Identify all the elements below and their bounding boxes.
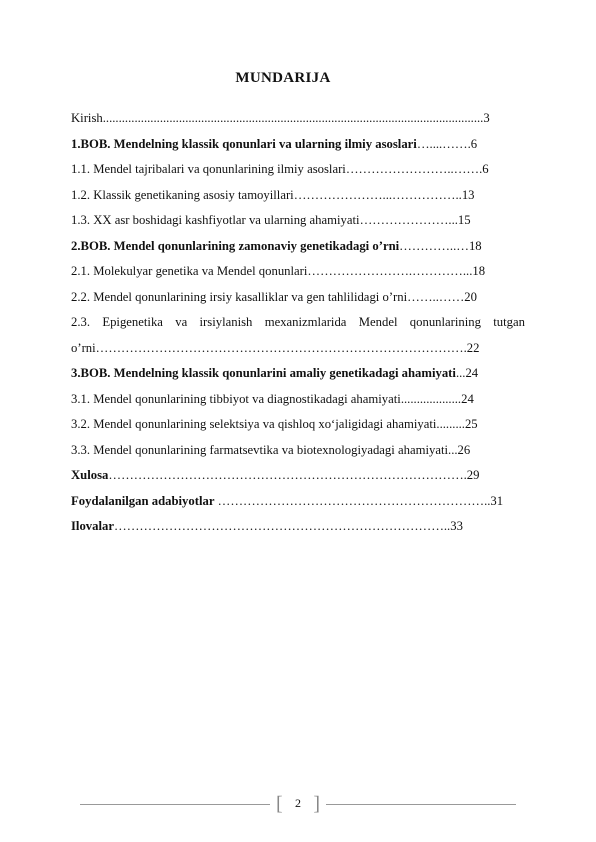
toc-entry-text: Xulosa <box>71 468 109 482</box>
toc-entry-page: 6 <box>470 136 478 151</box>
toc-entry-text: Foydalanilgan adabiyotlar <box>71 493 215 508</box>
toc-entry-text: 3.3. Mendel qonunlarining farmatsevtika va biotexnologiyadagi ahamiyati <box>71 442 449 457</box>
toc-entry-page: 6 <box>482 162 489 176</box>
toc-entry-text: 1.1. Mendel tajribalari va qonunlarining ilmiy asoslari <box>71 162 346 176</box>
toc-entry-leader: …………………….…………... <box>307 264 473 278</box>
toc-entry-3-1[interactable] <box>71 387 525 413</box>
toc-entry-page: 33 <box>450 519 463 533</box>
toc-entry-page: 18 <box>472 264 486 278</box>
toc-entry-page: 25 <box>464 417 478 431</box>
toc-entry-leader: ... <box>448 442 458 457</box>
toc-entry-page: 20 <box>464 289 477 304</box>
toc-entry-leader: …………………………………………………………………….. <box>114 519 451 533</box>
toc-entry-leader: ……..…… <box>407 289 465 304</box>
toc-entry-leader: …....……. <box>416 136 471 151</box>
toc-entry-leader: ................... <box>400 391 462 406</box>
toc-entry-leader: ........................................................................................................................ <box>102 111 484 125</box>
page-footer <box>80 793 516 817</box>
toc-entry-page: 31 <box>490 493 504 508</box>
toc-entry-page: 29 <box>466 468 480 482</box>
toc-entry-page: 24 <box>461 391 474 406</box>
toc-entry-leader: …………..… <box>399 238 469 253</box>
toc-title: MUNDARIJA <box>235 70 331 86</box>
toc-entry-text: Kirish <box>71 111 103 125</box>
toc-entry-chapter-2[interactable] <box>71 234 525 260</box>
toc-entry-xulosa[interactable] <box>71 463 525 489</box>
toc-entry-adabiyotlar[interactable] <box>71 489 525 515</box>
toc-entry-text: Ilovalar <box>71 519 114 533</box>
toc-entry-leader: ……………………………………………………………………………. <box>95 340 467 355</box>
toc-entry-text: o’rni <box>71 340 96 355</box>
table-of-contents <box>71 106 525 540</box>
toc-entry-leader: …………………... <box>359 213 458 227</box>
toc-entry-leader: ... <box>455 366 466 380</box>
toc-entry-chapter-3[interactable] <box>71 361 525 387</box>
toc-entry-text: 3.2. Mendel qonunlarining selektsiya va qishloq xo‘jaligidagi ahamiyati <box>71 417 437 431</box>
toc-entry-text: 3.BOB. Mendelning klassik qonunlarini amaliy genetikadagi ahamiyati <box>71 366 456 380</box>
toc-entry-page: 3 <box>483 111 490 125</box>
toc-entry-1-2[interactable] <box>71 183 525 209</box>
toc-entry-leader: ……………………………………………………….. <box>214 493 491 508</box>
toc-entry-page: 26 <box>457 442 471 457</box>
toc-entry-3-3[interactable] <box>71 438 525 464</box>
toc-entry-ilovalar[interactable] <box>71 514 525 540</box>
toc-entry-1-1[interactable] <box>71 157 525 183</box>
toc-entry-text: 2.BOB. Mendel qonunlarining zamonaviy genetikadagi o’rni <box>71 238 400 253</box>
toc-entry-text: 2.1. Molekulyar genetika va Mendel qonunlari <box>71 264 308 278</box>
right-bracket-icon: ] <box>313 793 320 815</box>
toc-entry-text: 2.2. Mendel qonunlarining irsiy kasalliklar va gen tahlilidagi o’rni <box>71 289 408 304</box>
page-number: 2 <box>295 796 301 810</box>
toc-entry-leader: …………………...…………….. <box>293 187 462 202</box>
toc-entry-2-1[interactable] <box>71 259 525 285</box>
toc-entry-text-line1: 2.3. Epigenetika va irsiylanish mexanizmlarida Mendel qonunlarining tutgan <box>71 315 525 329</box>
toc-entry-3-2[interactable] <box>71 412 525 438</box>
toc-entry-leader: …………………………………………………………………………. <box>108 468 467 482</box>
left-bracket-icon: [ <box>276 793 283 815</box>
toc-entry-1-3[interactable] <box>71 208 525 234</box>
toc-entry-2-2[interactable] <box>71 285 525 311</box>
toc-entry-leader: ……………………..……. <box>345 162 483 176</box>
toc-entry-page: 24 <box>465 366 479 380</box>
toc-entry-page: 22 <box>466 340 480 355</box>
toc-entry-text: 3.1. Mendel qonunlarining tibbiyot va diagnostikadagi ahamiyati <box>71 391 401 406</box>
toc-entry-page: 18 <box>468 238 482 253</box>
toc-entry-2-3[interactable] <box>71 310 525 361</box>
toc-entry-page: 15 <box>457 213 471 227</box>
toc-entry-page: 13 <box>461 187 475 202</box>
toc-entry-text: 1.3. XX asr boshidagi kashfiyotlar va ularning ahamiyati <box>71 213 360 227</box>
footer-rule-right <box>326 804 516 805</box>
toc-entry-text: 1.BOB. Mendelning klassik qonunlari va ularning ilmiy asoslari <box>71 136 417 151</box>
toc-entry-leader: ......... <box>436 417 465 431</box>
toc-entry-chapter-1[interactable] <box>71 132 525 158</box>
toc-entry-text: 1.2. Klassik genetikaning asosiy tamoyillari <box>71 187 294 202</box>
toc-entry-kirish[interactable] <box>71 106 525 132</box>
